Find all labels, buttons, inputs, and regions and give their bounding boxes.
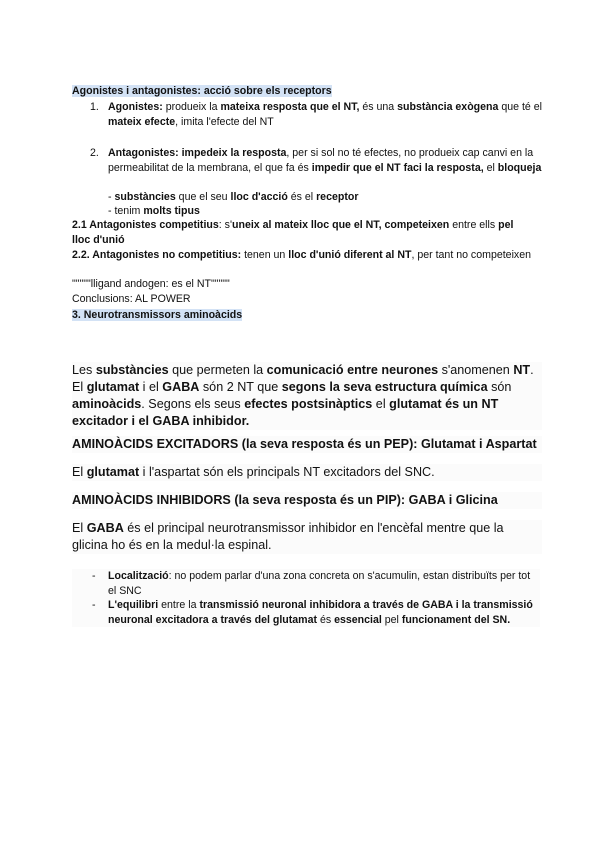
bold-text: impedir que el NT faci la resposta, <box>311 161 484 174</box>
bold-text: substàncies <box>114 191 176 203</box>
text-run: El <box>72 521 87 535</box>
bold-text: GABA <box>162 380 200 394</box>
text-run: i l'aspartat són els principals NT excitadors del SNC. <box>139 465 435 479</box>
list-item-agonists <box>72 100 568 129</box>
text-run: són <box>487 380 512 394</box>
text-run: : no podem parlar d'una zona concreta on s'acumulin, estan distribuïts per tot el SNC <box>108 570 531 597</box>
excitatory-text <box>72 464 542 481</box>
item-text <box>108 599 533 626</box>
bold-text: glutamat <box>86 380 140 394</box>
bold-text: lloc d'unió diferent al NT <box>288 249 412 261</box>
text-run: - tenim <box>108 205 144 217</box>
text-run: Les <box>72 363 96 377</box>
bullet-marker: - <box>92 599 96 611</box>
conclusions-line: Conclusions: AL POWER <box>72 293 191 305</box>
bold-text: Localització <box>108 570 169 582</box>
text-run: el <box>483 161 498 174</box>
text-run: són 2 NT que <box>199 380 282 394</box>
bold-text: mateixa resposta que el NT, <box>220 101 360 113</box>
bold-text: impedeix la resposta <box>181 147 287 159</box>
bold-text: L'equilibri <box>108 599 159 611</box>
bold-text: substància exògena <box>397 101 499 113</box>
paragraph-competitive <box>72 218 532 247</box>
intro-paragraph <box>72 362 542 430</box>
item-text <box>72 249 531 261</box>
item-text <box>72 465 435 479</box>
bold-text: GABA <box>86 521 124 535</box>
text-run: . El <box>72 363 534 394</box>
text-run: , per si sol no té efectes, no produeix cap canvi en la permeabilitat de la membrana, el que fa és <box>108 147 534 174</box>
text-run: - <box>108 191 115 203</box>
bold-text: mateix efecte <box>108 115 176 128</box>
bold-text: aminoàcids <box>72 397 142 411</box>
text-run: entre la <box>158 599 200 611</box>
bullet-marker: - <box>92 570 96 582</box>
item-text <box>108 101 542 128</box>
bold-text: glutamat <box>86 465 140 479</box>
ligand-note: """""lligand andogen: es el NT""""" <box>72 278 230 290</box>
sub-item-substances <box>72 190 568 205</box>
text-run: és una <box>359 101 398 113</box>
list-number: 1. <box>90 101 99 113</box>
text-run: és el <box>287 191 317 203</box>
bullet-equilibrium <box>72 598 540 627</box>
inhibitory-heading: AMINOÀCIDS INHIBIDORS (la seva resposta és un PIP): GABA i Glicina <box>72 492 542 509</box>
bold-text: receptor <box>316 191 359 203</box>
bold-text: 2.1 Antagonistes competitius <box>72 219 219 231</box>
bold-text: NT <box>513 363 531 377</box>
text-run: que té el <box>498 101 542 113</box>
list-item-antagonists <box>72 146 568 175</box>
text-run: és el principal neurotransmissor inhibidor en l'encèfal mentre que la glicina ho és en la medul·la espinal. <box>72 521 504 552</box>
text-run: que el seu <box>175 191 231 203</box>
excitatory-heading: AMINOÀCIDS EXCITADORS (la seva resposta és un PEP): Glutamat i Aspartat <box>72 436 542 453</box>
bold-text: Antagonistes: <box>108 147 179 159</box>
text-run: entre ells <box>449 219 499 231</box>
list-number: 2. <box>90 147 99 159</box>
bold-text: bloqueja <box>497 161 542 174</box>
text-run: , imita l'efecte del NT <box>175 115 274 128</box>
text-run: : s' <box>218 219 232 231</box>
bold-text: Agonistes: <box>108 101 163 113</box>
section-heading-agonists: Agonistes i antagonistes: acció sobre els receptors <box>72 85 332 97</box>
text-run: , per tant no competeixen <box>411 249 532 261</box>
bold-text: segons la seva estructura química <box>281 380 488 394</box>
bold-text: pel lloc d'unió <box>72 219 514 246</box>
bold-text: transmissió neuronal inhibidora a través de GABA i la transmissió neuronal excitadora a través del glutamat <box>108 599 533 626</box>
item-text <box>72 363 534 428</box>
text-run: i el <box>139 380 163 394</box>
sub-item-types <box>72 204 568 219</box>
inhibitory-text <box>72 520 542 554</box>
bullet-localization <box>72 569 540 598</box>
item-text <box>72 521 504 552</box>
bold-text: funcionament del SN. <box>401 613 511 626</box>
text-run: tenen un <box>241 249 289 261</box>
item-text <box>108 570 530 597</box>
bold-text: molts tipus <box>143 205 200 217</box>
section-heading-aminoacids: 3. Neurotransmissors aminoàcids <box>72 309 243 321</box>
bold-text: efectes postsinàptics <box>244 397 373 411</box>
text-run: El <box>72 465 87 479</box>
text-run: que permeten la <box>168 363 267 377</box>
item-text <box>108 191 358 203</box>
bold-text: uneix al mateix lloc que el NT, competeixen <box>232 219 450 231</box>
text-run: s'anomenen <box>438 363 514 377</box>
text-run: . Segons els seus <box>141 397 245 411</box>
bold-text: essencial <box>334 613 382 626</box>
text-run: és <box>317 613 335 626</box>
item-text <box>108 205 200 217</box>
text-run: produeix la <box>162 101 221 113</box>
bold-text: glutamat és un NT excitador i el GABA inhibidor. <box>72 397 499 428</box>
bold-text: 2.2. Antagonistes no competitius: <box>72 249 242 261</box>
text-run: pel <box>381 613 402 626</box>
bold-text: substàncies <box>95 363 169 377</box>
text-run: el <box>372 397 390 411</box>
bold-text: lloc d'acció <box>230 191 288 203</box>
item-text <box>108 147 541 174</box>
paragraph-noncompetitive <box>72 248 532 263</box>
bold-text: comunicació entre neurones <box>266 363 439 377</box>
item-text <box>72 219 513 246</box>
